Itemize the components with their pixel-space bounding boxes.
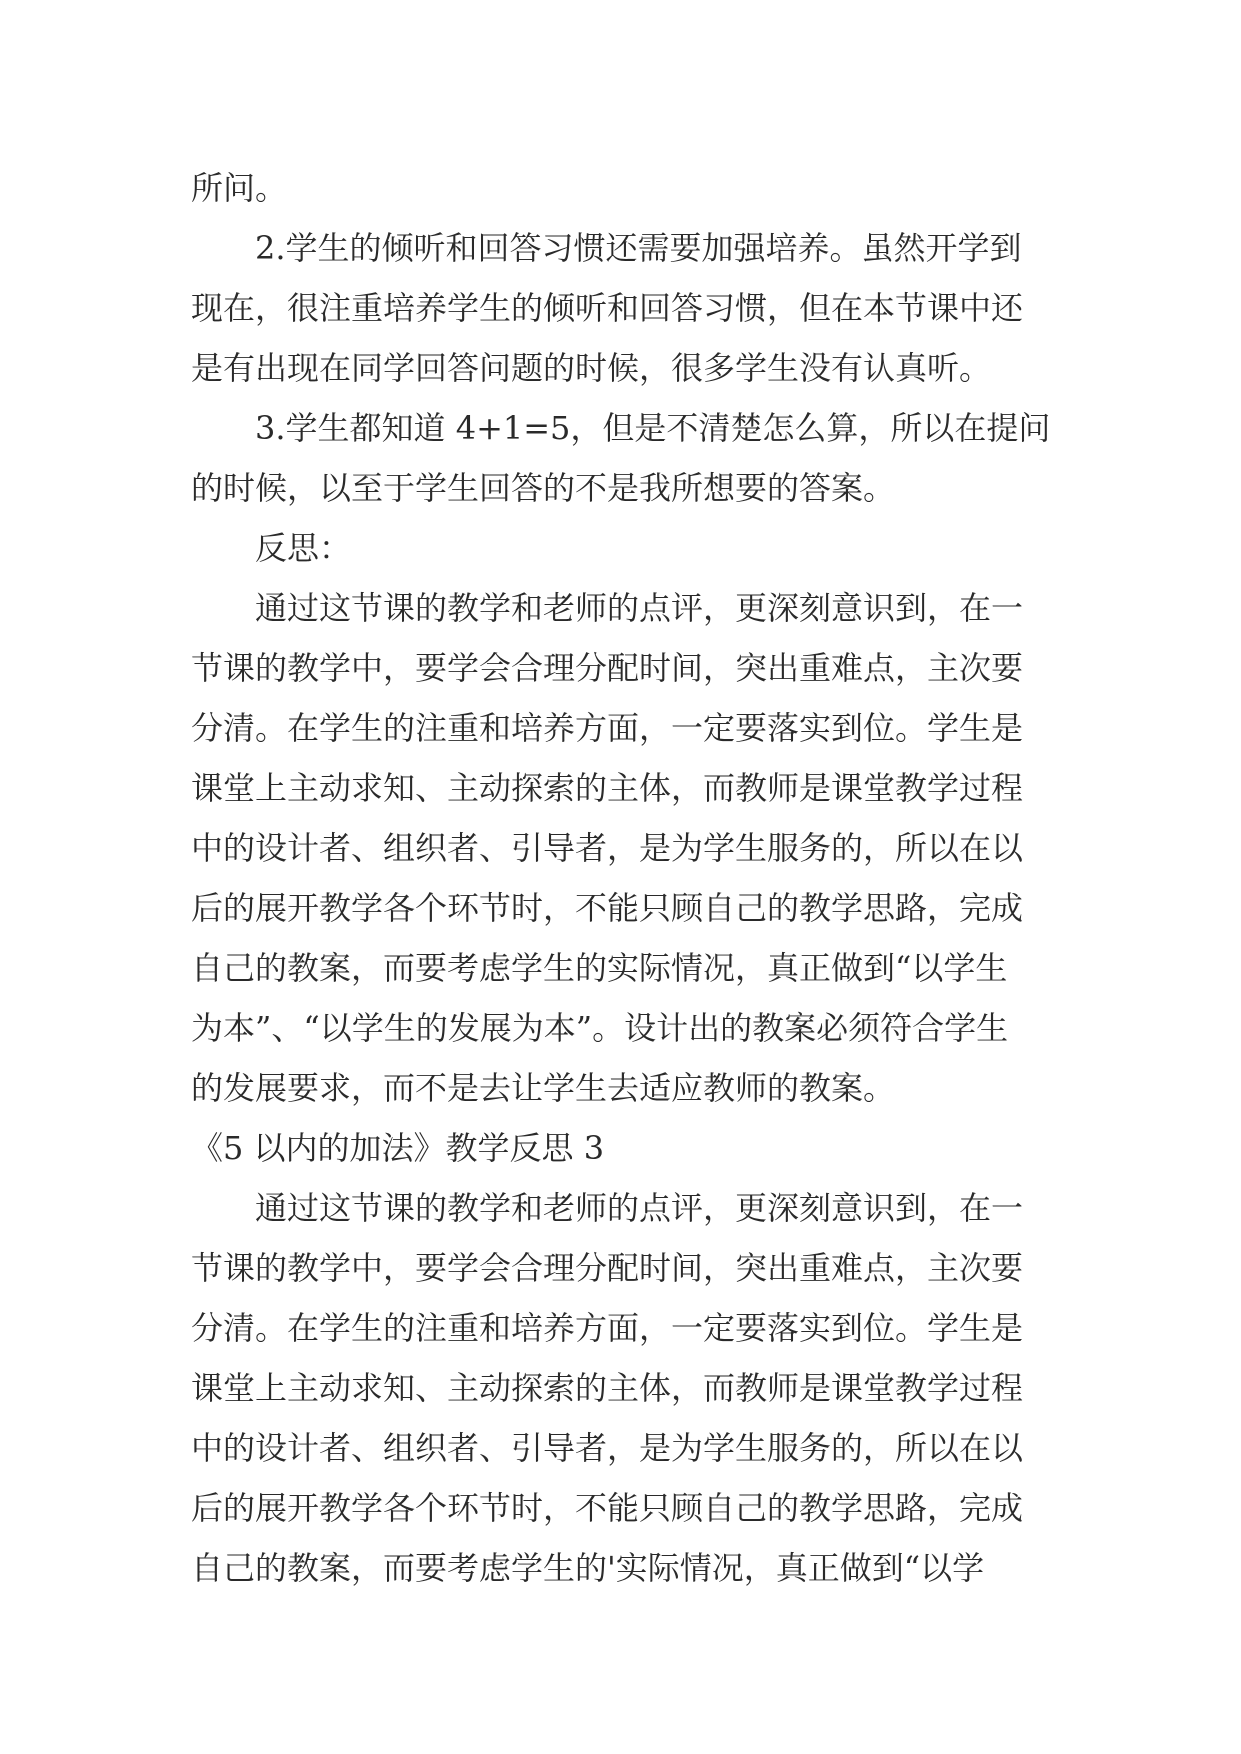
paragraph-start: 通过这节课的教学和老师的点评，更深刻意识到，在一 bbox=[255, 1189, 1024, 1227]
text-line: 中的设计者、组织者、引导者，是为学生服务的，所以在以 bbox=[191, 1429, 1024, 1467]
text-line: 所问。 bbox=[191, 169, 288, 207]
text-line: 后的展开教学各个环节时，不能只顾自己的教学思路，完成 bbox=[191, 1489, 1024, 1527]
text-line: 的时候，以至于学生回答的不是我所想要的答案。 bbox=[191, 469, 896, 507]
text-line: 节课的教学中，要学会合理分配时间，突出重难点，主次要 bbox=[191, 649, 1024, 687]
text-line: 自己的教案，而要考虑学生的'实际情况，真正做到“以学 bbox=[191, 1549, 985, 1587]
section-heading: 《5 以内的加法》教学反思 3 bbox=[191, 1129, 605, 1167]
section-label-reflection: 反思： bbox=[255, 529, 352, 567]
text-line: 为本”、“以学生的发展为本”。设计出的教案必须符合学生 bbox=[191, 1009, 1009, 1047]
text-line: 节课的教学中，要学会合理分配时间，突出重难点，主次要 bbox=[191, 1249, 1024, 1287]
document-body bbox=[191, 158, 1055, 1598]
text-line: 后的展开教学各个环节时，不能只顾自己的教学思路，完成 bbox=[191, 889, 1024, 927]
text-line: 分清。在学生的注重和培养方面，一定要落实到位。学生是 bbox=[191, 709, 1024, 747]
list-item-2: 2.学生的倾听和回答习惯还需要加强培养。虽然开学到 bbox=[255, 229, 1022, 267]
text-line: 中的设计者、组织者、引导者，是为学生服务的，所以在以 bbox=[191, 829, 1024, 867]
text-line: 是有出现在同学回答问题的时候，很多学生没有认真听。 bbox=[191, 349, 992, 387]
text-line: 自己的教案，而要考虑学生的实际情况，真正做到“以学生 bbox=[191, 949, 1008, 987]
text-line: 分清。在学生的注重和培养方面，一定要落实到位。学生是 bbox=[191, 1309, 1024, 1347]
text-line: 现在，很注重培养学生的倾听和回答习惯，但在本节课中还 bbox=[191, 289, 1024, 327]
text-line: 的发展要求，而不是去让学生去适应教师的教案。 bbox=[191, 1069, 896, 1107]
text-line: 课堂上主动求知、主动探索的主体，而教师是课堂教学过程 bbox=[191, 769, 1024, 807]
list-item-3: 3.学生都知道 4+1=5，但是不清楚怎么算，所以在提问 bbox=[255, 409, 1051, 447]
text-line: 课堂上主动求知、主动探索的主体，而教师是课堂教学过程 bbox=[191, 1369, 1024, 1407]
paragraph-start: 通过这节课的教学和老师的点评，更深刻意识到，在一 bbox=[255, 589, 1024, 627]
